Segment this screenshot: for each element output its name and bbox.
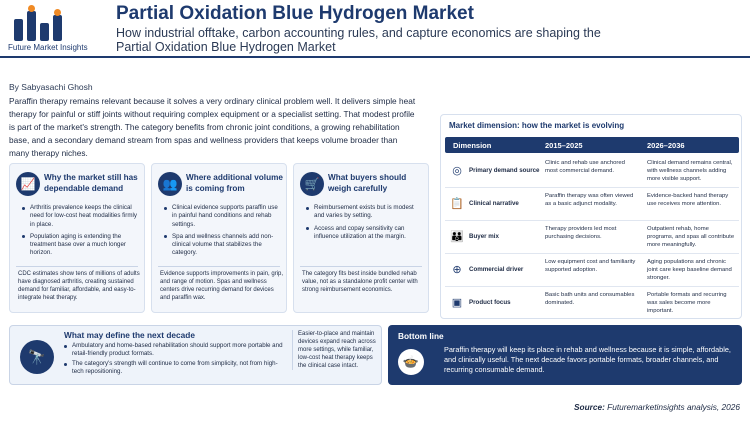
- card-bullet: Spa and wellness channels add non-clinical volume that stabilizes the category.: [164, 233, 282, 258]
- card-buyers-weigh: [293, 163, 429, 313]
- row-dimension: Buyer mix: [469, 233, 499, 240]
- panel-side-note: Easier-to-place and maintain devices expand reach across more settings, while familiar, low-cost heat therapy keeps the clinical case intact.: [292, 330, 378, 370]
- author-byline: By Sabyasachi Ghosh: [9, 82, 93, 92]
- card-title: Why the market still has dependable demand: [44, 173, 138, 193]
- row-cell: Aging populations and chronic joint care keep baseline demand stronger.: [647, 259, 732, 281]
- row-cell: Paraffin therapy was often viewed as a basic adjunct modality.: [545, 193, 634, 207]
- binoculars-icon: 🔭: [20, 340, 54, 374]
- market-dimension-table: [440, 114, 742, 319]
- trend-chart-icon: 📈: [16, 172, 40, 196]
- row-cell: Low equipment cost and familiarity supported adoption.: [545, 259, 636, 273]
- crosshair-icon: ⊕: [452, 264, 462, 276]
- table-row: [445, 221, 739, 254]
- row-cell: Outpatient rehab, home programs, and spas all contribute more meaningfully.: [647, 226, 735, 248]
- logo: [8, 5, 104, 55]
- table-title: Market dimension: how the market is evolving: [449, 121, 625, 130]
- page-title: Partial Oxidation Blue Hydrogen Market: [116, 3, 474, 24]
- users-icon: 👪: [450, 231, 464, 243]
- table-row: [445, 254, 739, 287]
- people-icon: 👥: [158, 172, 182, 196]
- column-header: 2015–2025: [545, 141, 583, 150]
- logo-mark-icon: [14, 5, 74, 41]
- card-title: Where additional volume is coming from: [186, 173, 283, 193]
- logo-text: Future Market Insights: [8, 43, 88, 52]
- source-note: [574, 402, 740, 412]
- insight-cards: [9, 163, 429, 313]
- row-cell: Basic bath units and consumables dominated.: [545, 292, 635, 306]
- column-header: 2026–2036: [647, 141, 685, 150]
- column-header: Dimension: [453, 141, 492, 150]
- bottom-line-panel: [388, 325, 742, 385]
- panel-body: Paraffin therapy will keep its place in rehab and wellness because it is simple, affordable, and clinically useful. The next decade favors portable formats, broader channels, and recurring consumable demand.: [444, 345, 731, 374]
- row-cell: Clinical demand remains central, with wellness channels adding more visible support.: [647, 160, 733, 182]
- next-decade-panel: [9, 325, 382, 385]
- source-label: Source:: [573, 402, 605, 412]
- row-dimension: Product focus: [469, 299, 511, 306]
- panel-title: Bottom line: [398, 331, 444, 341]
- row-cell: Therapy providers led most purchasing decisions.: [545, 226, 617, 240]
- table-header: [445, 137, 739, 153]
- table-row: [445, 287, 739, 320]
- card-bullet: Access and copay sensitivity can influence utilization at the margin.: [306, 225, 424, 242]
- source-text: Futuremarketinsights analysis, 2026: [607, 402, 740, 412]
- clipboard-icon: 📋: [450, 198, 464, 210]
- header: [0, 0, 750, 58]
- box-icon: ▣: [451, 297, 463, 309]
- card-title: What buyers should weigh carefully: [328, 173, 407, 193]
- intro-paragraph: Paraffin therapy remains relevant because it solves a very ordinary clinical problem well. It delivers simple heat therapy for painful or stiff joints without requiring complex equipment or a specialist setting. That modest profile is part of the market's strength. The category benefits from chronic joint conditions, a growing rehabilitation base, and a secondary demand stream from spas and wellness providers that keeps volume broader than many therapy niches.: [9, 96, 416, 158]
- row-cell: Evidence-backed hand therapy use receives more attention.: [647, 193, 729, 207]
- table-row: [445, 188, 739, 221]
- card-bullet: Arthritis prevalence keeps the clinical need for low-cost heat modalities firmly in place.: [22, 204, 140, 229]
- row-dimension: Clinical narrative: [469, 200, 519, 207]
- pot-icon: 🍲: [398, 349, 424, 375]
- row-cell: Clinic and rehab use anchored most commercial demand.: [545, 160, 625, 174]
- cart-icon: 🛒: [300, 172, 324, 196]
- card-bullet: Clinical evidence supports paraffin use in painful hand conditions and rehab settings.: [164, 204, 282, 229]
- card-additional-volume: [151, 163, 287, 313]
- card-bullet: Reimbursement exists but is modest and varies by setting.: [306, 204, 424, 221]
- panel-title: What may define the next decade: [64, 330, 195, 340]
- row-cell: Portable formats and recurring wax sales become more important.: [647, 292, 727, 314]
- panel-bullet: Ambulatory and home-based rehabilitation should support more portable and retail-friendly product formats.: [64, 342, 284, 358]
- card-dependable-demand: [9, 163, 145, 313]
- card-footer: Evidence supports improvements in pain, grip, and range of motion. Spas and wellness centers drive recurring demand for devices and paraffin wax.: [160, 271, 284, 301]
- divider: [16, 266, 138, 267]
- card-bullet: Population aging is extending the treatment base over a much longer horizon.: [22, 233, 140, 258]
- row-dimension: Primary demand source: [469, 167, 540, 174]
- card-footer: CDC estimates show tens of millions of adults have diagnosed arthritis, creating sustained demand for familiar, affordable, and easy-to-integrate heat therapy.: [18, 271, 140, 301]
- page-subtitle: How industrial offtake, carbon accounting rules, and capture economics are shaping the Partial Oxidation Blue Hydrogen Market: [116, 26, 601, 54]
- divider: [300, 266, 422, 267]
- table-row: [445, 155, 739, 188]
- card-footer: The category fits best inside bundled rehab value, not as a standalone profit center with strong reimbursement economics.: [302, 271, 418, 293]
- divider: [158, 266, 280, 267]
- panel-bullet: The category's strength will continue to come from simplicity, not from high-tech repositioning.: [64, 360, 284, 376]
- target-icon: ◎: [452, 165, 462, 177]
- row-dimension: Commercial driver: [469, 266, 524, 273]
